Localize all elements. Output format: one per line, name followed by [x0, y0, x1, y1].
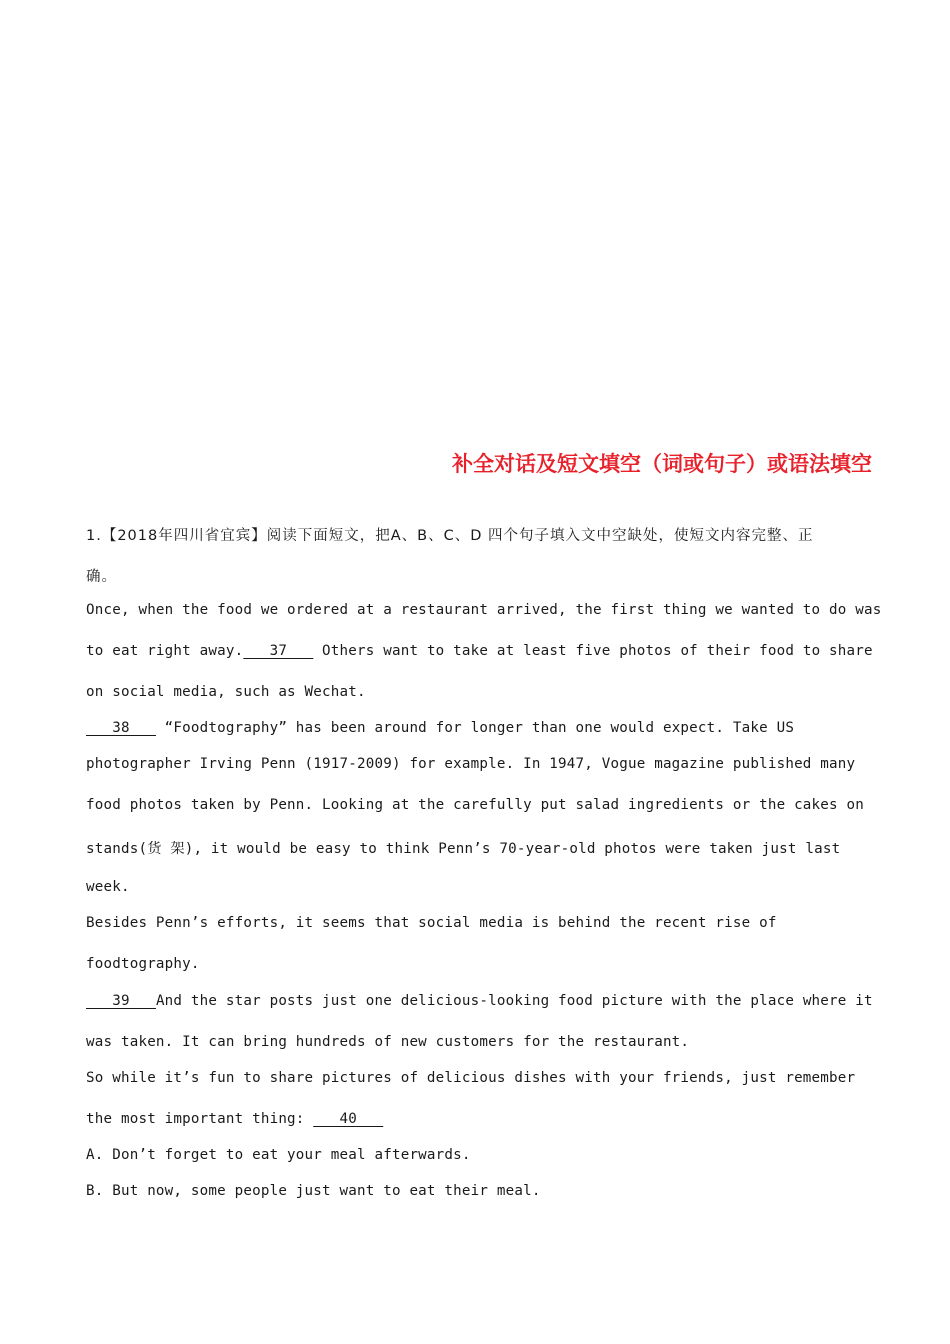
blank-39: ___39___ — [86, 993, 156, 1009]
paragraph-2-line-1 — [86, 720, 794, 736]
paragraph-5-line-1: So while it’s fun to share pictures of delicious dishes with your friends, just remember — [86, 1070, 856, 1086]
paragraph-5-line-2 — [86, 1111, 383, 1127]
paragraph-3-line-2: foodtography. — [86, 956, 200, 972]
text-segment: to eat right away. — [86, 643, 244, 659]
paragraph-2-line-3: food photos taken by Penn. Looking at the carefully put salad ingredients or the cakes on — [86, 797, 865, 813]
paragraph-2-line-2: photographer Irving Penn (1917-2009) for example. In 1947, Vogue magazine published many — [86, 756, 856, 772]
paragraph-2-line-5: week. — [86, 879, 130, 895]
page-title: 补全对话及短文填空（词或句子）或语法填空 — [452, 452, 872, 476]
paragraph-1-line-2 — [86, 643, 873, 659]
text-segment: the most important thing: — [86, 1111, 314, 1127]
blank-40: ___40___ — [313, 1111, 384, 1127]
blank-37: ___37___ — [243, 643, 314, 659]
paragraph-2-line-4: stands(货 架), it would be easy to think Penn’s 70-year-old photos were taken just last — [86, 841, 841, 857]
blank-38: ___38___ — [86, 720, 156, 736]
text-segment: Others want to take at least five photos of their food to share — [313, 643, 873, 659]
paragraph-1-line-1: Once, when the food we ordered at a restaurant arrived, the first thing we wanted to do was — [86, 602, 882, 618]
paragraph-4-line-2: was taken. It can bring hundreds of new customers for the restaurant. — [86, 1034, 690, 1050]
question-intro-continued: 确。 — [86, 569, 117, 585]
paragraph-3-line-1: Besides Penn’s efforts, it seems that social media is behind the recent rise of — [86, 915, 777, 931]
text-segment: “Foodtography” has been around for longer than one would expect. Take US — [155, 720, 795, 736]
option-b: B. But now, some people just want to eat their meal. — [86, 1183, 541, 1199]
paragraph-4-line-1 — [86, 993, 873, 1009]
paragraph-1-line-3: on social media, such as Wechat. — [86, 684, 366, 700]
question-intro: 1.【2018年四川省宜宾】阅读下面短文，把A、B、C、D 四个句子填入文中空缺处，使短文内容完整、正 — [86, 528, 814, 544]
text-segment: And the star posts just one delicious-looking food picture with the place where it — [155, 993, 873, 1009]
option-a: A. Don’t forget to eat your meal afterwards. — [86, 1147, 471, 1163]
